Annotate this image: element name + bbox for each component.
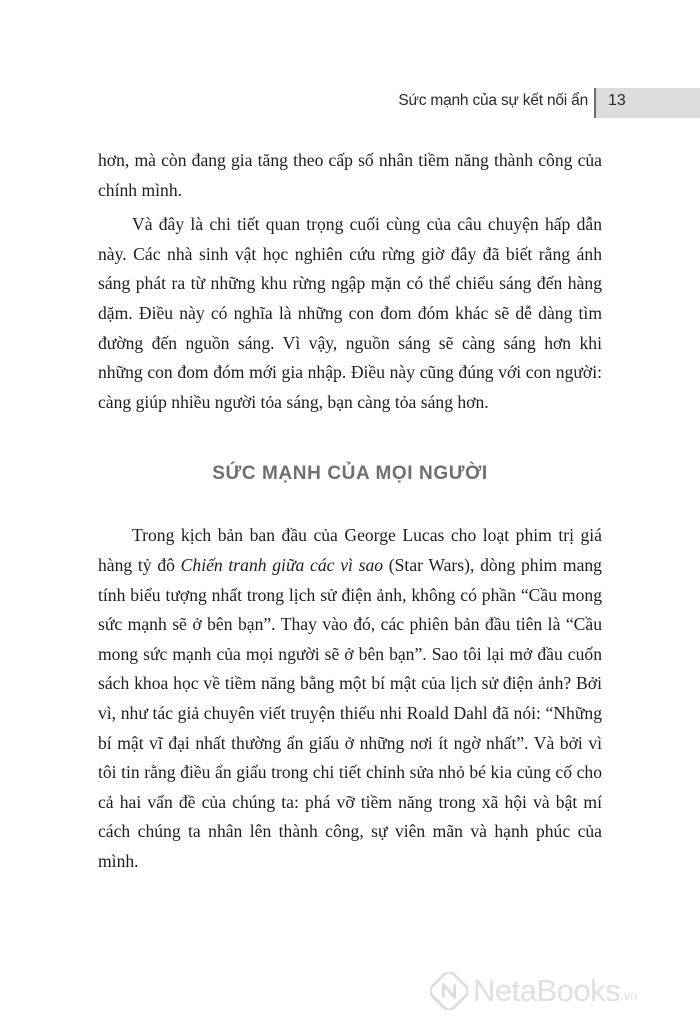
paragraph-continuation: hơn, mà còn đang gia tăng theo cấp số nhân tiềm năng thành công của chính mình.	[98, 150, 602, 200]
film-title-italic: Chiến tranh giữa các vì sao	[180, 554, 384, 575]
running-header	[0, 88, 700, 118]
watermark	[430, 972, 637, 1010]
section-heading: SỨC MẠNH CỦA MỌI NGƯỜI	[212, 463, 488, 485]
paragraph-star-wars	[98, 521, 602, 876]
paragraph-fireflies: Và đây là chi tiết quan trọng cuối cùng của câu chuyện hấp dẫn này. Các nhà sinh vật học nghiên cứu rừng giờ đây đã biết rằng ánh sáng phát ra từ những khu rừng ngập mặn có thể chiếu sáng đến hàng dặm. Điều này có nghĩa là những con đom đóm khác sẽ dễ dàng tìm đường đến nguồn sáng. Vì vậy, nguồn sáng sẽ càng sáng hơn khi những con đom đóm mới gia nhập. Điều này cũng đúng với con người: càng giúp nhiều người tỏa sáng, bạn càng tỏa sáng hơn.	[98, 214, 602, 412]
paragraph-star-wars-text-1: Trong kịch bản ban đầu của George Lucas cho loạt phim trị giá hàng tỷ đô	[98, 525, 602, 575]
paragraph-star-wars-text-2: (Star Wars), dòng phim mang tính biểu tượng nhất trong lịch sử điện ảnh, không có phần “Cầu mong sức mạnh sẽ ở bên bạn”. Thay vào đó, các phiên bản đầu tiên là “Cầu mong sức mạnh của mọi người sẽ ở bên bạn”. Sao tôi lại mở đầu cuốn sách khoa học về tiềm năng bằng một bí mật của lịch sử điện ảnh? Bởi vì, như tác giả chuyên viết truyện thiếu nhi Roald Dahl đã nói: “Những bí mật vĩ đại nhất thường ẩn giấu ở những nơi ít ngờ nhất”. Và bởi vì tôi tin rằng điều ẩn giấu trong chi tiết chỉnh sửa nhỏ bé kia củng cố cho cả hai vấn đề của chúng ta: phá vỡ tiềm năng trong xã hội và bật mí cách chúng ta nhân lên thành công, sự viên mãn và hạnh phúc của mình.	[98, 554, 602, 871]
watermark-suffix: .vn	[620, 988, 638, 1003]
page-body	[98, 146, 602, 876]
netabooks-logo-icon	[430, 972, 468, 1010]
running-header-title: Sức mạnh của sự kết nối ẩn	[398, 92, 588, 109]
page-number-box	[596, 88, 700, 118]
page-number: 13	[608, 92, 626, 109]
watermark-text: NetaBooks	[473, 973, 621, 1008]
